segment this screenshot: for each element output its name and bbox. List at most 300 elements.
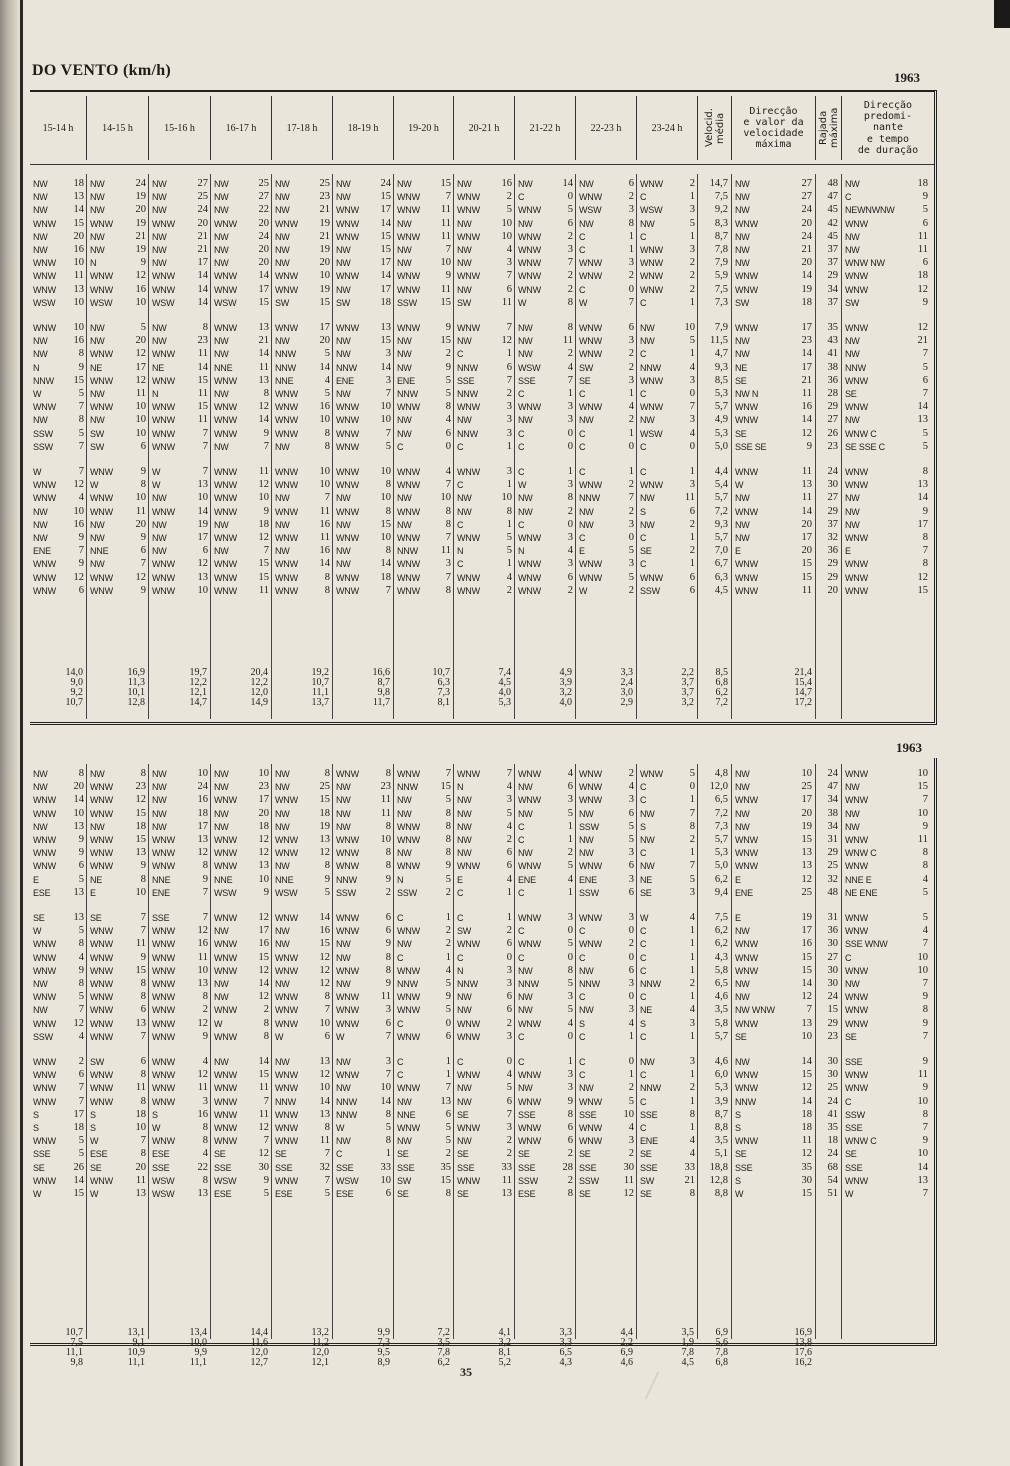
value-cell: 13 [135,1017,146,1029]
direction-cell: C [336,1149,343,1160]
column-rule [86,764,87,1339]
value-cell: 17 [258,283,269,295]
value-cell: 12 [319,951,330,963]
value-cell: 15 [319,794,330,806]
direction-cell: NW [33,782,48,793]
direction-cell: NNW [397,546,418,557]
velocidade-cell: 11,5 [710,335,728,347]
velocidade-cell: 4,3 [714,951,728,963]
direction-cell: WNW [214,795,237,806]
direction-cell: NW [336,389,351,399]
value-cell: 9 [78,532,84,543]
direction-cell: NW [275,519,290,530]
value-cell: 5 [385,440,391,452]
predominante-dir-cell: WNW [845,559,868,570]
table-row [30,466,934,478]
value-cell: 23 [319,191,330,203]
value-cell: 8 [567,492,573,504]
direction-cell: NW [90,559,105,570]
value-cell: 9 [140,951,146,963]
direction-cell: WNW [457,271,480,282]
value-cell: 17 [197,532,208,543]
direction-cell: N [90,258,97,269]
value-cell: 12 [73,1017,84,1029]
vel-max-cell: 25 [801,886,812,898]
direction-cell: WNW [90,952,113,963]
direction-cell: WNW [275,467,298,477]
page-corner-mark [994,0,1010,28]
direction-cell: NW [457,1005,472,1016]
table-row [30,978,934,990]
predominante-dir-cell: WNW [845,572,868,583]
direction-cell: SW [90,441,105,452]
value-cell: 11 [380,991,391,1003]
value-cell: 3 [689,204,695,216]
velocidade-cell: 3,5 [714,1135,728,1147]
direction-cell: SE [457,1149,469,1160]
velocidade-cell: 5,9 [714,270,728,282]
value-cell: 8 [445,505,451,517]
vel-max-cell: 27 [801,178,812,189]
value-cell: 17 [258,794,269,806]
direction-cell: NE [640,874,653,885]
value-cell: 4 [506,820,512,832]
direction-cell: WNW [275,835,298,845]
value-cell: 7 [78,466,84,477]
value-cell: 1 [689,296,695,308]
direction-cell: C [397,1057,404,1067]
value-cell: 15 [380,191,391,203]
direction-cell: WNW [214,585,237,596]
value-cell: 15 [440,1174,451,1186]
value-cell: 3 [628,335,634,347]
summary-cell: 20,4 12,2 12,0 14,9 [250,667,268,708]
direction-cell: NW [33,349,48,360]
rajada-cell: 32 [827,532,838,543]
value-cell: 10 [135,414,146,426]
value-cell: 17 [380,204,391,216]
value-cell: 17 [319,322,330,333]
direction-cell: WNW [214,480,237,491]
predominante-time-cell: 7 [922,545,928,557]
rajada-cell: 41 [827,348,838,360]
direction-cell: WNW [33,323,56,333]
direction-cell: WNW [336,861,359,872]
direction-cell: WNW [214,1136,237,1147]
value-cell: 8 [140,1069,146,1081]
value-cell: 10 [258,873,269,885]
vel-max-cell: 21 [801,374,812,386]
value-cell: 2 [628,479,634,491]
direction-cell: NNE [152,874,171,885]
direction-cell: WNW [152,349,175,360]
direction-cell: SSE [275,1162,293,1173]
value-cell: 25 [258,178,269,189]
predominante-time-cell: 18 [917,270,928,282]
predominante-time-cell: 17 [917,518,928,530]
value-cell: 13 [135,1188,146,1199]
direction-cell: NNE [90,546,109,557]
summary-cell: 2,2 3,7 3,7 3,2 [681,667,694,708]
rajada-cell: 25 [827,860,838,872]
dir-max-cell: SE [735,1149,747,1160]
value-cell: 30 [258,1161,269,1173]
value-cell: 6 [140,440,146,452]
direction-cell: NW [397,336,412,347]
dir-max-cell: NW [735,493,750,504]
value-cell: 0 [567,518,573,530]
direction-cell: WNW [214,861,237,872]
value-cell: 5 [628,834,634,845]
value-cell: 10 [501,217,512,229]
value-cell: 8 [140,1148,146,1160]
column-header: 22-23 h [576,96,637,160]
value-cell: 1 [689,938,695,950]
value-cell: 10 [73,257,84,269]
predominante-dir-cell: NW [845,231,860,242]
value-cell: 5 [445,374,451,386]
value-cell: 5 [445,1004,451,1016]
value-cell: 0 [628,532,634,543]
dir-max-cell: WNW [735,323,758,333]
direction-cell: WNW [152,965,175,976]
rajada-cell: 27 [827,951,838,963]
value-cell: 15 [135,807,146,819]
vel-max-cell: 15 [801,558,812,570]
vel-max-cell: 14 [801,978,812,989]
direction-cell: NW [518,349,533,360]
direction-cell: WNW [275,952,298,963]
predominante-dir-cell: WNW [845,795,868,806]
velocidade-cell: 7,5 [714,912,728,923]
direction-cell: NW [518,415,533,426]
direction-cell: SSW [33,441,53,452]
direction-cell: NW [214,1057,229,1067]
value-cell: 5 [689,217,695,229]
value-cell: 3 [628,978,634,989]
velocidade-cell: 7,8 [714,244,728,255]
value-cell: 9 [445,270,451,282]
direction-cell: C [640,467,647,477]
value-cell: 5 [445,978,451,989]
column-header-predominante: Direcção predomi- nante e tempo de duração [857,100,919,156]
value-cell: 10 [73,322,84,333]
value-cell: 14 [562,178,573,189]
direction-cell: C [579,992,586,1003]
direction-cell: NW [457,1083,472,1094]
value-cell: 10 [197,492,208,504]
predominante-dir-cell: NW [845,821,860,832]
table-row [30,952,934,964]
value-cell: 7 [445,532,451,543]
direction-cell: NNW [397,979,418,989]
direction-cell: NW [152,519,167,530]
value-cell: 8 [78,348,84,360]
value-cell: 7 [202,427,208,439]
value-cell: 3 [689,244,695,255]
summary-cell: 10,7 7,5 11,1 9,8 [65,1327,83,1368]
value-cell: 15 [319,296,330,308]
predominante-time-cell: 11 [917,230,928,242]
direction-cell: NW [336,939,351,950]
direction-cell: WNW [518,769,541,779]
value-cell: 9 [202,873,208,885]
value-cell: 3 [506,401,512,413]
direction-cell: WNW [275,271,298,282]
direction-cell: NW [275,861,290,872]
direction-cell: C [457,1057,464,1067]
value-cell: 8 [140,873,146,885]
rajada-cell: 54 [827,1174,838,1186]
direction-cell: NNW [275,349,296,360]
dir-max-cell: SE [735,1031,747,1042]
predominante-dir-cell: SSE [845,1057,863,1067]
page-title: DO VENTO (km/h) [32,62,172,79]
velocidade-cell: 4,7 [714,348,728,360]
predominante-time-cell: 9 [922,991,928,1003]
velocidade-cell: 9,3 [714,518,728,530]
direction-cell: NW [397,493,412,504]
value-cell: 2 [689,545,695,557]
direction-cell: NW [336,979,351,989]
vel-max-cell: 11 [801,492,812,504]
direction-cell: NW [457,808,472,819]
vel-max-cell: 17 [801,925,812,937]
column-header-direccao-max: Direcção e valor da velocidade máxima [732,96,816,160]
velocidade-cell: 5,8 [714,964,728,976]
direction-cell: NW [336,493,351,504]
direction-cell: WNW [33,258,56,269]
direction-cell: WNW [518,861,541,872]
direction-cell: WNW [518,1123,541,1133]
direction-cell: C [397,1018,404,1029]
value-cell: 14 [258,414,269,426]
value-cell: 10 [380,414,391,426]
rajada-cell: 36 [827,374,838,386]
direction-cell: ESE [90,1149,108,1160]
direction-cell: NW [214,336,229,347]
value-cell: 1 [689,991,695,1003]
direction-cell: SSE [33,1149,51,1160]
direction-cell: WNW [640,375,663,386]
value-cell: 10 [440,492,451,504]
value-cell: 0 [506,951,512,963]
value-cell: 10 [501,492,512,504]
direction-cell: WNW [152,415,175,426]
column-rule [210,174,211,719]
page-number: 35 [460,1365,472,1379]
direction-cell: E [90,887,96,898]
dir-max-cell: NW [735,192,750,203]
value-cell: 7 [689,807,695,819]
direction-cell: WNW [518,559,541,570]
value-cell: 4 [628,401,634,413]
predominante-dir-cell: NEWNWNW [845,205,895,216]
direction-cell: WNW [275,1109,298,1120]
value-cell: 15 [258,951,269,963]
direction-cell: NW [214,519,229,530]
direction-cell: WNW [275,402,298,413]
dir-max-cell: WNW [735,415,758,426]
value-cell: 9 [202,1030,208,1042]
value-cell: 11 [440,545,451,557]
value-cell: 8 [78,938,84,950]
value-cell: 12 [319,978,330,989]
predominante-dir-cell: NW [845,245,860,255]
table-row [30,441,934,453]
direction-cell: WNW [90,402,113,413]
dir-max-cell: NW [735,245,750,255]
direction-cell: WNW [33,218,56,229]
value-cell: 8 [202,322,208,333]
value-cell: 13 [73,191,84,203]
direction-cell: C [640,1096,647,1107]
predominante-time-cell: 10 [917,964,928,976]
predominante-dir-cell: C [845,1096,852,1107]
direction-cell: WNW [457,1031,480,1042]
dir-max-cell: NW [735,336,750,347]
direction-cell: C [518,887,525,898]
direction-cell: WNW [579,913,602,923]
rajada-cell: 36 [827,925,838,937]
predominante-time-cell: 10 [917,1095,928,1107]
value-cell: 1 [628,466,634,477]
value-cell: 4 [506,781,512,793]
value-cell: 12 [258,532,269,543]
value-cell: 5 [689,873,695,885]
direction-cell: WNW [397,1031,420,1042]
direction-cell: S [90,1123,96,1133]
velocidade-cell: 6,0 [714,1069,728,1081]
dir-max-cell: SSE SE [735,441,767,452]
direction-cell: WNW [214,952,237,963]
summary-cell: 16,9 13,8 17,6 16,2 [794,1327,812,1368]
direction-cell: SSE [457,375,475,386]
direction-cell: WNW [33,1175,56,1186]
direction-cell: WNW [336,848,359,859]
direction-cell: WNW [640,769,663,779]
value-cell: 14 [197,283,208,295]
column-header: 16-17 h [211,96,272,160]
value-cell: 12 [197,925,208,937]
value-cell: 12 [197,1069,208,1081]
vel-max-cell: 11 [801,466,812,477]
summary-cell: 4,1 3,2 8,1 5,2 [498,1327,511,1368]
value-cell: 11 [319,1135,330,1147]
value-cell: 2 [628,768,634,779]
predominante-time-cell: 7 [922,348,928,360]
direction-cell: WNW [579,402,602,413]
direction-cell: NW [214,389,229,399]
direction-cell: WNW [214,913,237,923]
velocidade-cell: 7,5 [714,283,728,295]
value-cell: 7 [140,912,146,923]
direction-cell: WNW [33,284,56,295]
value-cell: 5 [445,388,451,399]
value-cell: 3 [628,257,634,269]
direction-cell: NW [90,519,105,530]
dir-max-cell: WNW [735,965,758,976]
direction-cell: WNW [33,808,56,819]
value-cell: 7 [506,322,512,333]
direction-cell: NW [397,245,412,255]
vel-max-cell: 18 [801,1108,812,1120]
velocidade-cell: 8,3 [714,217,728,229]
direction-cell: SE [33,1162,45,1173]
direction-cell: WNW [640,271,663,282]
value-cell: 4 [628,1122,634,1133]
direction-cell: NNW [397,389,418,399]
value-cell: 7 [78,401,84,413]
value-cell: 11 [440,283,451,295]
direction-cell: W [33,389,42,399]
value-cell: 8 [689,1108,695,1120]
vel-max-cell: 19 [801,283,812,295]
direction-cell: WNW [518,585,541,596]
direction-cell: WNW [33,271,56,282]
direction-cell: WNW [152,1070,175,1081]
value-cell: 14 [319,558,330,570]
value-cell: 2 [445,348,451,360]
value-cell: 4 [78,951,84,963]
direction-cell: NW [457,258,472,269]
direction-cell: C [579,926,586,937]
direction-cell: WNW [152,585,175,596]
value-cell: 3 [506,1030,512,1042]
value-cell: 21 [684,1174,695,1186]
direction-cell: WNW [336,415,359,426]
direction-cell: C [640,1123,647,1133]
direction-cell: WNW [579,1136,602,1147]
direction-cell: C [579,952,586,963]
value-cell: 4 [628,1017,634,1029]
direction-cell: NW [336,179,351,189]
value-cell: 1 [506,912,512,923]
direction-cell: WNW [33,795,56,806]
value-cell: 13 [135,847,146,859]
direction-cell: WNW [275,965,298,976]
direction-cell: WNW [152,559,175,570]
summary-cell: 19,7 12,2 12,1 14,7 [189,667,207,708]
value-cell: 7 [445,479,451,491]
table-row [30,1148,934,1160]
table-row [30,1122,934,1134]
rajada-cell: 34 [827,794,838,806]
direction-cell: C [518,428,525,439]
predominante-time-cell: 15 [917,781,928,793]
value-cell: 14 [319,912,330,923]
direction-cell: C [457,519,464,530]
direction-cell: WNW [397,965,420,976]
direction-cell: WNW [579,336,602,347]
direction-cell: NNW [579,493,600,504]
direction-cell: NW [457,284,472,295]
dir-max-cell: WNW [735,848,758,859]
value-cell: 7 [140,925,146,937]
value-cell: 4 [445,964,451,976]
value-cell: 3 [385,374,391,386]
direction-cell: C [640,939,647,950]
value-cell: 12 [319,847,330,859]
value-cell: 2 [567,230,573,242]
direction-cell: SSE [579,1162,597,1173]
direction-cell: NW [90,245,105,255]
value-cell: 14 [197,505,208,517]
predominante-dir-cell: E [845,546,851,557]
direction-cell: NW [336,821,351,832]
column-rule [636,764,637,1339]
column-rule [271,174,272,719]
